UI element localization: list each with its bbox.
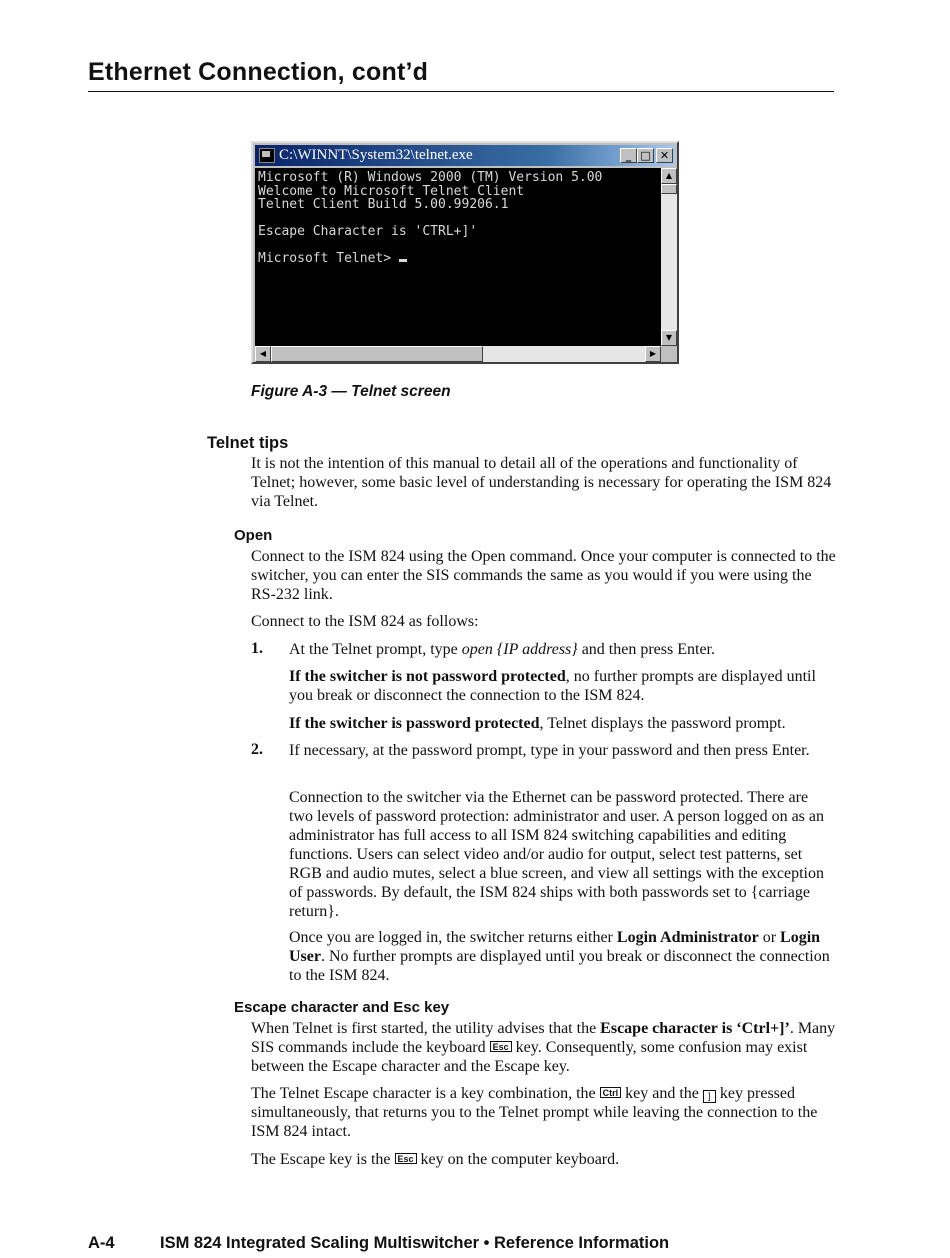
scroll-right-arrow-icon[interactable]: ▶: [645, 346, 661, 362]
step2-text: If necessary, at the password prompt, type in your password and then press Enter.: [289, 742, 810, 759]
note-text: , Telnet displays the password prompt.: [539, 715, 786, 732]
console-line: Microsoft (R) Windows 2000 (TM) Version 5.00: [258, 170, 603, 185]
login-text: Once you are logged in, the switcher returns either: [289, 929, 617, 946]
subheading-escape: Escape character and Esc key: [234, 999, 450, 1016]
escape-paragraph-1: [251, 1019, 836, 1076]
footer-page-number: A-4: [88, 1234, 115, 1252]
minimize-button[interactable]: _: [620, 148, 637, 163]
section-heading-telnet-tips: Telnet tips: [207, 434, 289, 452]
note-bold: If the switcher is not password protected: [289, 668, 566, 685]
figure-caption: Figure A-3 — Telnet screen: [251, 383, 451, 400]
vertical-scroll-thumb[interactable]: [661, 184, 677, 194]
open-connect-intro: Connect to the ISM 824 as follows:: [251, 613, 479, 630]
subheading-open: Open: [234, 527, 273, 544]
note-bold: If the switcher is password protected: [289, 715, 540, 732]
console-prompt-line: [258, 252, 661, 266]
esc-key-icon: Esc: [490, 1041, 512, 1052]
console-prompt: Microsoft Telnet>: [258, 251, 399, 266]
console-line: Escape Character is 'CTRL+]': [258, 224, 478, 239]
escape-text: key on the computer keyboard.: [416, 1151, 620, 1168]
telnet-tips-intro: It is not the intention of this manual to detail all of the operations and functionality of Telnet; however, some basic level of understanding is necessary for operating the ISM 824 via Telnet.: [251, 455, 832, 510]
step1-note-unprotected: [289, 667, 834, 705]
text-cursor: [399, 259, 407, 262]
maximize-button[interactable]: □: [637, 148, 654, 163]
resize-grip-icon[interactable]: [661, 346, 677, 362]
login-administrator: Login Administrator: [616, 929, 759, 946]
page-title: Ethernet Connection, cont’d: [88, 58, 834, 92]
step-number: 1.: [251, 640, 263, 657]
escape-text: . Many SIS commands include the keyboard: [251, 1020, 836, 1056]
console-line: [258, 239, 661, 253]
escape-text: When Telnet is first started, the utility advises that the: [251, 1020, 601, 1037]
login-text: . No further prompts are displayed until you break or disconnect the connection to the ISM 824.: [289, 948, 830, 984]
bracket-key-icon: ]: [703, 1090, 716, 1103]
step2-login-note: [289, 928, 834, 985]
telnet-window-titlebar: [255, 145, 675, 166]
scroll-down-arrow-icon[interactable]: ▼: [661, 330, 677, 346]
ctrl-key-icon: Ctrl: [600, 1087, 622, 1098]
telnet-window-title: C:\WINNT\System32\telnet.exe: [279, 147, 473, 163]
console-line: Welcome to Microsoft Telnet Client: [258, 183, 525, 199]
console-app-icon: [259, 148, 275, 163]
escape-text: key. Consequently, some confusion may exist between the Escape character and the Escape key.: [251, 1039, 808, 1075]
login-user: Login User: [289, 929, 821, 965]
step1-text-pre: At the Telnet prompt, type: [289, 641, 462, 658]
escape-character-bold: Escape character is ‘Ctrl+]’: [600, 1020, 790, 1037]
telnet-console[interactable]: [255, 168, 661, 346]
step2-password-detail: Connection to the switcher via the Ethernet can be password protected. There are two levels of password protection: administrator and user. A person logged on as an administrator has full access to all ISM 824 switching capabilities and editing functions. Users can select video and/or audio for output, select test patterns, set RGB and audio mutes, select a blue screen, and view all settings with the exception of passwords. By default, the ISM 824 ships with both passwords set to {carriage return}.: [289, 789, 825, 920]
login-text: or: [758, 929, 781, 946]
escape-paragraph-2: [251, 1084, 836, 1141]
console-line: [258, 212, 661, 226]
telnet-window: [251, 141, 679, 364]
step1-note-protected: [289, 714, 834, 733]
scroll-left-arrow-icon[interactable]: ◀: [255, 346, 271, 362]
scroll-up-arrow-icon[interactable]: ▲: [661, 168, 677, 184]
vertical-scrollbar[interactable]: [661, 168, 677, 346]
horizontal-scroll-thumb[interactable]: [271, 346, 483, 362]
escape-paragraph-3: [251, 1150, 836, 1169]
horizontal-scrollbar[interactable]: [255, 346, 661, 362]
escape-text: key and the: [621, 1085, 703, 1102]
console-line: Telnet Client Build 5.00.99206.1: [258, 197, 509, 212]
escape-text: The Telnet Escape character is a key combination, the: [251, 1085, 600, 1102]
escape-text: key pressed simultaneously, that returns you to the Telnet prompt while leaving the connection to the ISM 824 intact.: [251, 1085, 818, 1140]
close-button[interactable]: ✕: [656, 148, 673, 163]
step-number: 2.: [251, 741, 263, 758]
footer-title: ISM 824 Integrated Scaling Multiswitcher • Reference Information: [160, 1234, 670, 1252]
esc-key-icon: Esc: [395, 1153, 417, 1164]
escape-text: The Escape key is the: [251, 1151, 395, 1168]
open-paragraph: Connect to the ISM 824 using the Open command. Once your computer is connected to the switcher, you can enter the SIS commands the same as you would if you were using the RS-232 link.: [251, 548, 836, 603]
step1-command: open {IP address}: [461, 641, 578, 658]
step1-text: [289, 640, 834, 659]
note-text: , no further prompts are displayed until you break or disconnect the connection to the ISM 824.: [289, 668, 816, 704]
step1-text-post: and then press Enter.: [577, 641, 715, 658]
